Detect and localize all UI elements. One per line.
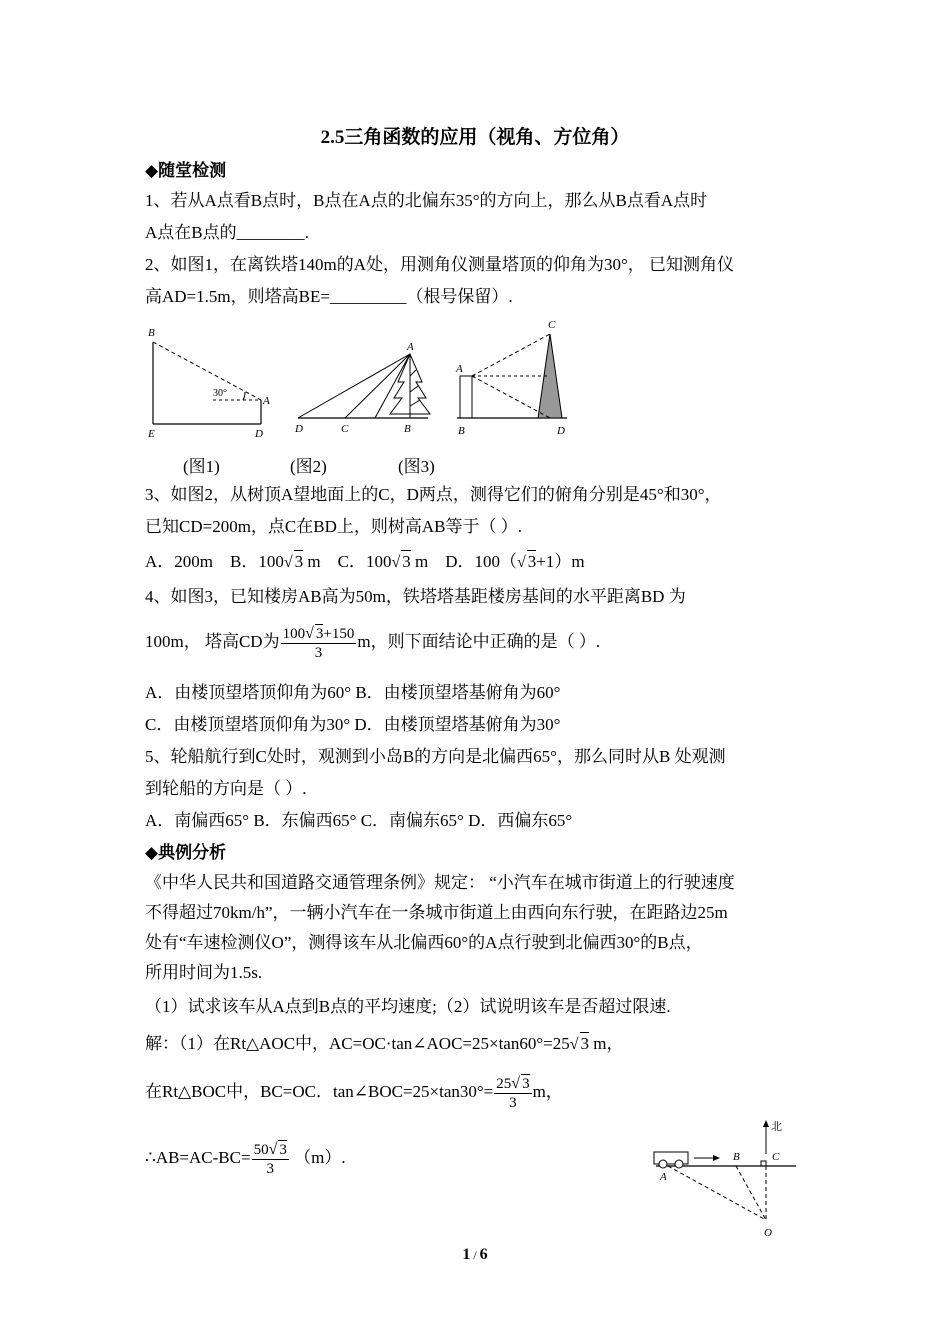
fig2-label-c: C bbox=[341, 423, 349, 435]
example-line3: 处有“车速检测仪O”，测得该车从北偏西60°的A点行驶到北偏西30°的B点， bbox=[145, 933, 703, 952]
page-number: 1 / 6 bbox=[462, 1246, 488, 1263]
fig4-label-b: B bbox=[733, 1151, 740, 1163]
q2-line1: 2、如图1，在离铁塔140m的A处，用测角仪测量塔顶的仰角为30°， 已知测角仪 bbox=[145, 255, 735, 274]
figure-4 bbox=[648, 1114, 808, 1242]
section-heading-examples: ◆典例分析 bbox=[145, 843, 227, 862]
q3-line2: 已知CD=200m，点C在BD上，则树高AB等于（ ）. bbox=[145, 517, 522, 536]
step3-fraction: $\frac{50√ 3}{3}$ bbox=[253, 1141, 287, 1177]
page-title: 2.5三角函数的应用（视角、方位角） bbox=[320, 127, 630, 148]
fig4-label-a: A bbox=[660, 1171, 667, 1183]
fig1-caption: (图1) bbox=[183, 457, 220, 476]
example-line1: 《中华人民共和国道路交通管理条例》规定： “小汽车在城市街道上的行驶速度 bbox=[145, 873, 735, 892]
fig1-label-b: B bbox=[148, 327, 155, 339]
fig2-label-b: B bbox=[404, 423, 411, 435]
solution-step2: 在Rt△BOC中，BC=OC．tan∠BOC=25×tan30°= $\frac{25√ 3}{3}$ m， bbox=[145, 1075, 563, 1111]
fig1-angle-label: 30° bbox=[213, 388, 227, 399]
section-heading-practice: ◆随堂检测 bbox=[145, 161, 227, 180]
figure-1 bbox=[143, 322, 278, 442]
fig3-label-d: D bbox=[557, 425, 565, 437]
example-line2: 不得超过70km/h”，一辆小汽车在一条城市街道上由西向东行驶，在距路边25m bbox=[145, 903, 728, 922]
q4-options-cd: C．由楼顶望塔顶仰角为30° D．由楼顶望塔基俯角为30° bbox=[145, 715, 561, 734]
fig2-label-a: A bbox=[407, 341, 414, 353]
fig3-caption: (图3) bbox=[398, 457, 435, 476]
q1-line1: 1、若从A点看B点时，B点在A点的北偏东35°的方向上，那么从B点看A点时 bbox=[145, 191, 708, 210]
example-line4: 所用时间为1.5s. bbox=[145, 963, 263, 982]
fig2-label-d: D bbox=[295, 423, 303, 435]
fig1-label-a: A bbox=[263, 395, 270, 407]
q5-line1: 5、轮船航行到C处时，观测到小岛B的方向是北偏西65°，那么同时从B 处观测 bbox=[145, 747, 726, 766]
fig2-caption: (图2) bbox=[290, 457, 327, 476]
q4-options-ab: A．由楼顶望塔顶仰角为60° B．由楼顶望塔基俯角为60° bbox=[145, 683, 561, 702]
q1-line2: A点在B点的________. bbox=[145, 223, 309, 242]
q5-line2: 到轮船的方向是（ ）. bbox=[145, 779, 307, 798]
fig4-label-c: C bbox=[772, 1151, 780, 1163]
step2-fraction: $\frac{25√ 3}{3}$ bbox=[496, 1075, 530, 1111]
q3-options bbox=[145, 550, 585, 574]
fig4-label-o: O bbox=[764, 1227, 772, 1239]
fig3-label-a: A bbox=[456, 363, 463, 375]
fig1-label-d: D bbox=[255, 428, 263, 440]
fig1-label-e: E bbox=[148, 428, 155, 440]
q4-line1: 4、如图3，已知楼房AB高为50m，铁塔塔基距楼房基间的水平距离BD 为 bbox=[145, 587, 686, 606]
north-label: 北 bbox=[771, 1121, 782, 1133]
q3-option-b: B．100√ 3 m bbox=[230, 552, 321, 571]
q3-option-d: D．100（√ 3+1）m bbox=[445, 552, 585, 571]
q3-option-a: A．200m bbox=[145, 552, 213, 571]
q3-line1: 3、如图2，从树顶A望地面上的C，D两点，测得它们的俯角分别是45°和30°， bbox=[145, 485, 722, 504]
q4-fraction: $\frac{100√ 3+150}{3}$ bbox=[282, 625, 355, 661]
fig3-label-b: B bbox=[458, 425, 465, 437]
solution-step1: 解：（1）在Rt△AOC中，AC=OC·tan∠AOC=25×tan60°=25√ 3 m， bbox=[145, 1034, 624, 1053]
q5-options: A．南偏西65° B．东偏西65° C．南偏东65° D．西偏东65° bbox=[145, 811, 573, 830]
solution-step3: ∴AB=AC-BC= $\frac{50√ 3}{3}$ （m）. bbox=[145, 1141, 346, 1177]
fig3-label-c: C bbox=[548, 319, 556, 331]
figure-2 bbox=[290, 336, 440, 440]
q3-option-c: C．100√ 3 m bbox=[337, 552, 429, 571]
q4-line2: 100m， 塔高CD为 $\frac{100√ 3+150}{3}$ m，则下面结论中正确的是（ ）. bbox=[145, 625, 601, 661]
example-line5: （1）试求该车从A点到B点的平均速度;（2）试说明该车是否超过限速. bbox=[145, 997, 671, 1016]
figure-3 bbox=[452, 316, 577, 442]
q2-line2: 高AD=1.5m，则塔高BE=_________（根号保留）. bbox=[145, 287, 513, 306]
